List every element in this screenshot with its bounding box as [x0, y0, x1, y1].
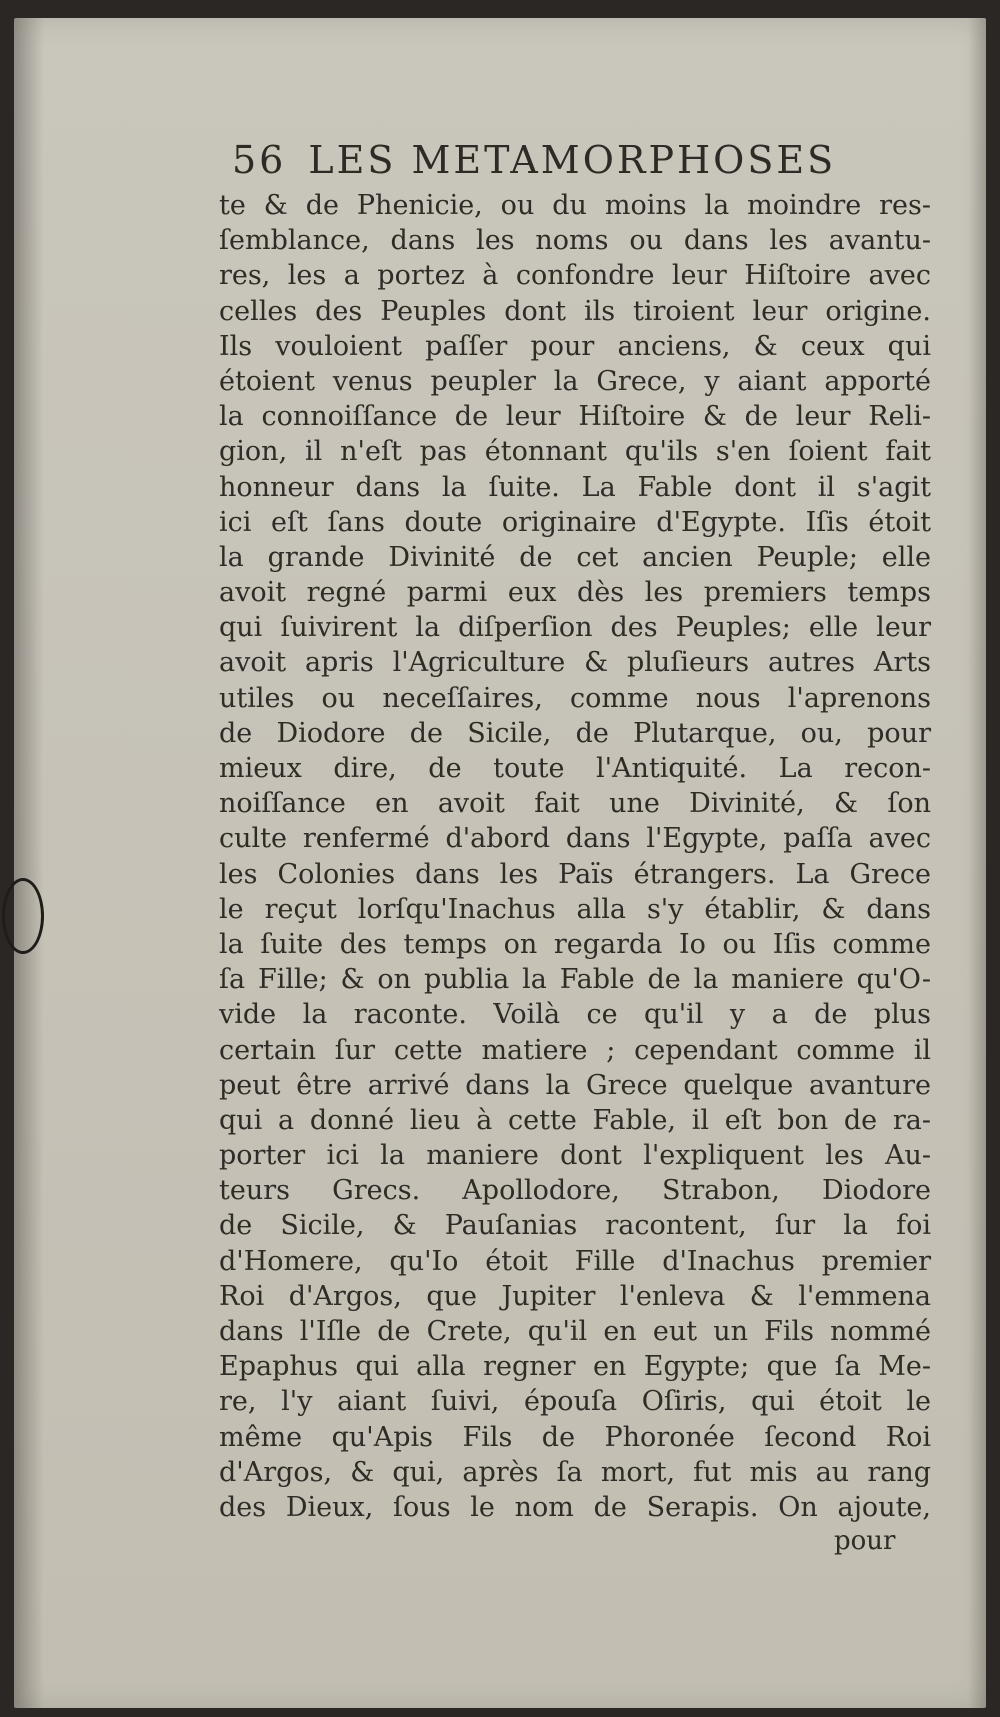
text-line: les Colonies dans les Païs étrangers. La Grece [219, 858, 931, 890]
text-line: de Diodore de Sicile, de Plutarque, ou, pour [219, 717, 931, 749]
text-line: culte renfermé d'abord dans l'Egypte, paſſa avec [219, 823, 931, 855]
text-line: qui a donné lieu à cette Fable, il eſt bon de ra- [219, 1104, 931, 1136]
text-line: avoit apris l'Agriculture & pluſieurs autres Arts [219, 647, 931, 679]
text-line: même qu'Apis Fils de Phoronée ſecond Roi [219, 1421, 931, 1453]
text-line: gion, il n'eſt pas étonnant qu'ils s'en ſoient fait [219, 436, 931, 468]
text-line: la grande Divinité de cet ancien Peuple; elle [219, 541, 931, 573]
text-line: re, l'y aiant ſuivi, épouſa Oſiris, qui étoit le [219, 1386, 931, 1418]
text-line: ſemblance, dans les noms ou dans les avantu- [219, 225, 931, 257]
text-line: le reçut lorſqu'Inachus alla s'y établir, & dans [219, 893, 931, 925]
text-line: étoient venus peupler la Grece, y aiant apporté [219, 365, 931, 397]
text-line: ſa Fille; & on publia la Fable de la maniere qu'O- [219, 964, 931, 996]
text-line: qui ſuivirent la diſperſion des Peuples; elle leur [219, 612, 931, 644]
text-line: d'Argos, & qui, après ſa mort, fut mis au rang [219, 1456, 931, 1488]
text-line: d'Homere, qu'Io étoit Fille d'Inachus premier [219, 1245, 931, 1277]
text-line: Ils vouloient paſſer pour anciens, & ceux qui [219, 330, 931, 362]
text-line: Roi d'Argos, que Jupiter l'enleva & l'emmena [219, 1280, 931, 1312]
text-line: la connoiſſance de leur Hiſtoire & de leur Reli- [219, 401, 931, 433]
text-line: vide la raconte. Voilà ce qu'il y a de plus [219, 999, 931, 1031]
text-line: dans l'Iſle de Crete, qu'il en eut un Fils nommé [219, 1316, 931, 1347]
text-line: certain ſur cette matiere ; cependant comme il [219, 1034, 931, 1066]
text-line: ici eſt ſans doute originaire d'Egypte. Iſis étoit [219, 506, 931, 538]
page-edge [968, 18, 986, 1708]
spine-shadow [14, 18, 44, 1708]
catchword: pour [834, 1526, 896, 1556]
binding-ring [2, 878, 44, 954]
text-line: avoit regné parmi eux dès les premiers temps [219, 577, 931, 609]
text-line: te & de Phenicie, ou du moins la moindre res- [219, 190, 931, 221]
text-line: teurs Grecs. Apollodore, Strabon, Diodore [219, 1175, 931, 1207]
text-line: des Dieux, ſous le nom de Serapis. On ajoute, [219, 1491, 931, 1523]
text-line: peut être arrivé dans la Grece quelque avanture [219, 1069, 931, 1101]
body-text [219, 188, 931, 1525]
text-line: noiſſance en avoit fait une Divinité, & ſon [219, 788, 931, 820]
text-line: res, les a portez à confondre leur Hiſtoire avec [219, 260, 931, 292]
text-line: celles des Peuples dont ils tiroient leur origine. [219, 295, 931, 327]
running-title: LES METAMORPHOSES [308, 138, 837, 182]
text-line: de Sicile, & Pauſanias racontent, ſur la foi [219, 1210, 931, 1242]
text-line: porter ici la maniere dont l'expliquent les Au- [219, 1140, 931, 1172]
text-line: utiles ou neceſſaires, comme nous l'aprenons [219, 682, 931, 714]
text-line: Epaphus qui alla regner en Egypte; que ſa Me- [219, 1351, 931, 1383]
book-page [14, 18, 986, 1708]
text-line: la ſuite des temps on regarda Io ou Iſis comme [219, 928, 931, 960]
text-line: honneur dans la ſuite. La Fable dont il s'agit [219, 471, 931, 503]
text-line: mieux dire, de toute l'Antiquité. La recon- [219, 753, 931, 784]
running-header [232, 138, 892, 182]
page-number: 56 [232, 138, 287, 182]
